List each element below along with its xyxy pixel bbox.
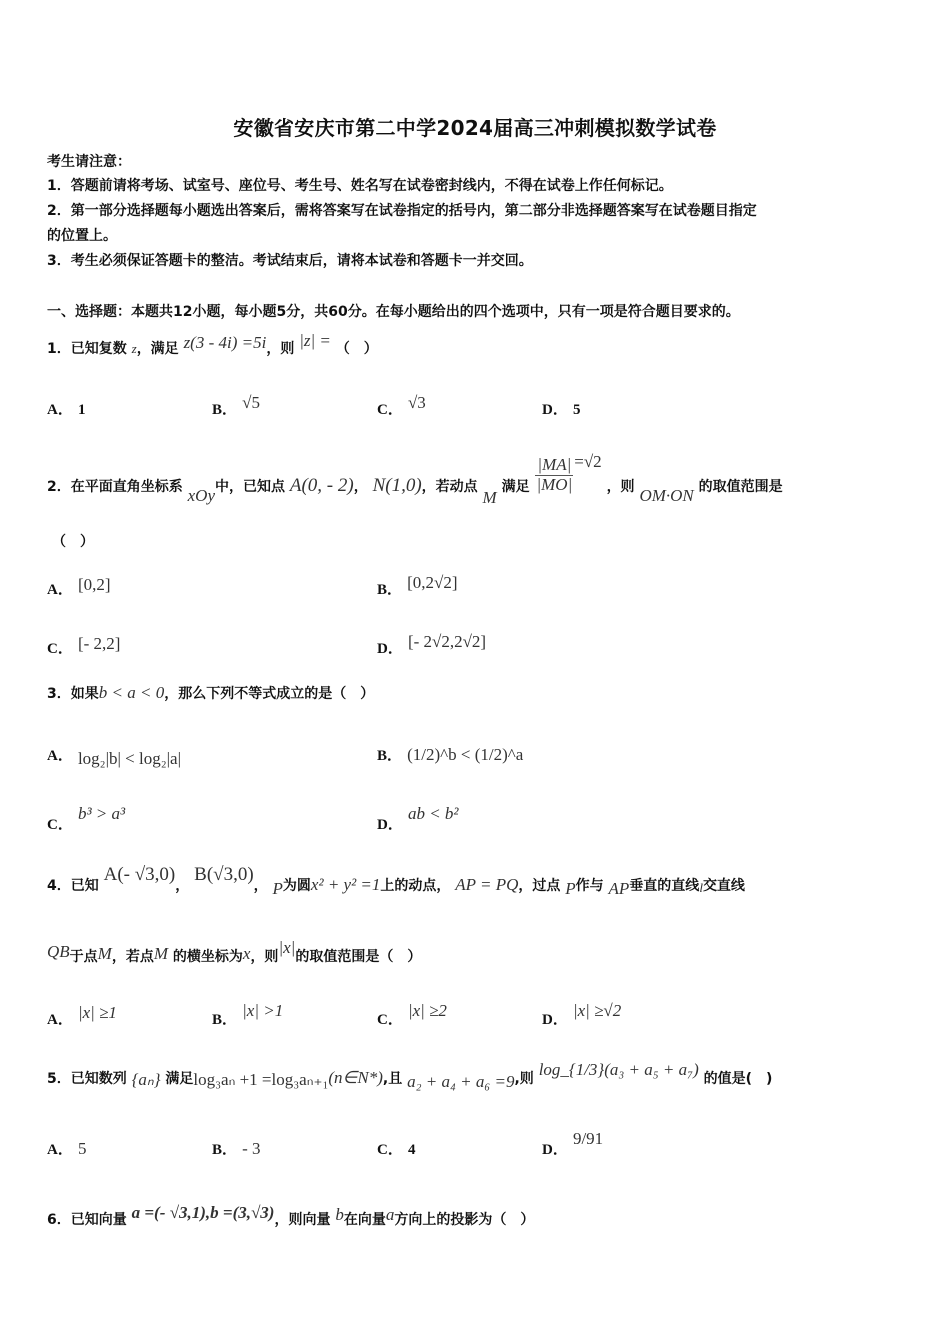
question-5-options — [47, 1112, 907, 1162]
question-5: 5．已知数列 {aₙ} 满足log₃aₙ +1 =log₃aₙ₊₁(n∈N*),且 a₂ + a₄ + a₆ =9,则 log_{1/3}(a₃ + a₅ + a₇) 的值是( ) — [47, 1060, 773, 1091]
notice-item-3: 3．考生必须保证答题卡的整洁。考试结束后，请将本试卷和答题卡一并交回。 — [47, 253, 533, 269]
option-c[interactable]: C． [- 2,2] — [47, 634, 121, 657]
notice-item-1: 1．答题前请将考场、试室号、座位号、考生号、姓名写在试卷密封线内，不得在试卷上作任何标记。 — [47, 178, 673, 194]
option-a[interactable]: A． [0,2] — [47, 575, 111, 598]
option-a[interactable]: A． |x| ≥1 — [47, 1003, 117, 1028]
option-b[interactable]: B． [0,2√2] — [377, 573, 458, 598]
option-d[interactable]: D． |x| ≥√2 — [542, 1001, 622, 1028]
math-inequality: b < a < 0 — [98, 683, 165, 702]
option-d[interactable]: D． [- 2√2,2√2] — [377, 632, 487, 657]
question-4-cont: QB于点M，若点M 的横坐标为x，则|x|的取值范围是（ ） — [47, 938, 422, 965]
notice-heading: 考生请注意： — [47, 154, 131, 170]
question-3: 3．如果b < a < 0，那么下列不等式成立的是（ ） — [47, 683, 375, 702]
math-abs-z: |z| = — [299, 331, 331, 350]
math-dot-product: OM·ON — [639, 486, 694, 506]
section-heading: 一、选择题：本题共12小题，每小题5分，共60分。在每小题给出的四个选项中，只有一项是符合题目要求的。 — [47, 304, 740, 320]
option-c[interactable]: C． b³ > a³ — [47, 804, 126, 833]
math-fraction: $\frac{|MA|}{|MO|}$ — [536, 455, 573, 494]
math-vectors: a =(- √3,1),b =(3,√3) — [131, 1203, 275, 1222]
option-b[interactable]: B． (1/2)^b < (1/2)^a — [377, 745, 524, 764]
math-equation: z(3 - 4i) =5i — [183, 333, 267, 352]
question-number: 5． — [47, 1071, 71, 1087]
question-2-options — [47, 568, 907, 668]
option-d[interactable]: D． 5 — [542, 402, 581, 418]
question-3-options — [47, 728, 907, 838]
option-c[interactable]: C． √3 — [377, 393, 426, 418]
question-6: 6．已知向量 a =(- √3,1),b =(3,√3)，则向量 b在向量a方向上的投影为（ ） — [47, 1203, 535, 1228]
question-number: 6． — [47, 1212, 71, 1228]
option-a[interactable]: A． 5 — [47, 1139, 87, 1158]
question-4: 4．已知 A(- √3,0)， B(√3,0)， P为圆x² + y² =1上的动点， AP = PQ，过点 P作与 AP垂直的直线l交直线 — [47, 864, 745, 898]
option-d[interactable]: D． ab < b² — [377, 804, 459, 833]
page-title: 安徽省安庆市第二中学2024届高三冲刺模拟数学试卷 — [233, 116, 717, 140]
option-c[interactable]: C． |x| ≥2 — [377, 1001, 447, 1028]
question-number: 3． — [47, 686, 71, 702]
option-a[interactable]: A． 1 — [47, 402, 86, 418]
option-b[interactable]: B． - 3 — [212, 1139, 261, 1158]
question-2-bracket: （ ） — [52, 534, 94, 550]
option-b[interactable]: B． √5 — [212, 393, 260, 418]
option-c[interactable]: C． 4 — [377, 1142, 416, 1158]
option-b[interactable]: B． |x| >1 — [212, 1001, 284, 1028]
question-2: 2．在平面直角坐标系 xOy中，已知点 A(0, - 2)， N(1,0)，若动点 M 满足 $\frac{|MA|}{|MO|}$ =√2 ，则 OM·ON 的取值范围是 — [47, 452, 783, 508]
question-number: 2． — [47, 479, 71, 496]
question-number: 1． — [47, 341, 71, 357]
option-d[interactable]: D． 9/91 — [542, 1129, 604, 1158]
question-number: 4． — [47, 878, 71, 894]
notice-item-2-cont: 的位置上。 — [47, 228, 117, 244]
question-1: 1．已知复数 z，满足 z(3 - 4i) =5i，则 |z| = （ ） — [47, 331, 378, 357]
notice-item-2: 2．第一部分选择题每小题选出答案后，需将答案写在试卷指定的括号内，第二部分非选择题答案写在试卷题目指定 — [47, 203, 757, 219]
question-4-options — [47, 996, 907, 1036]
option-a[interactable]: A． log₂|b| < log₂|a| — [47, 748, 181, 768]
